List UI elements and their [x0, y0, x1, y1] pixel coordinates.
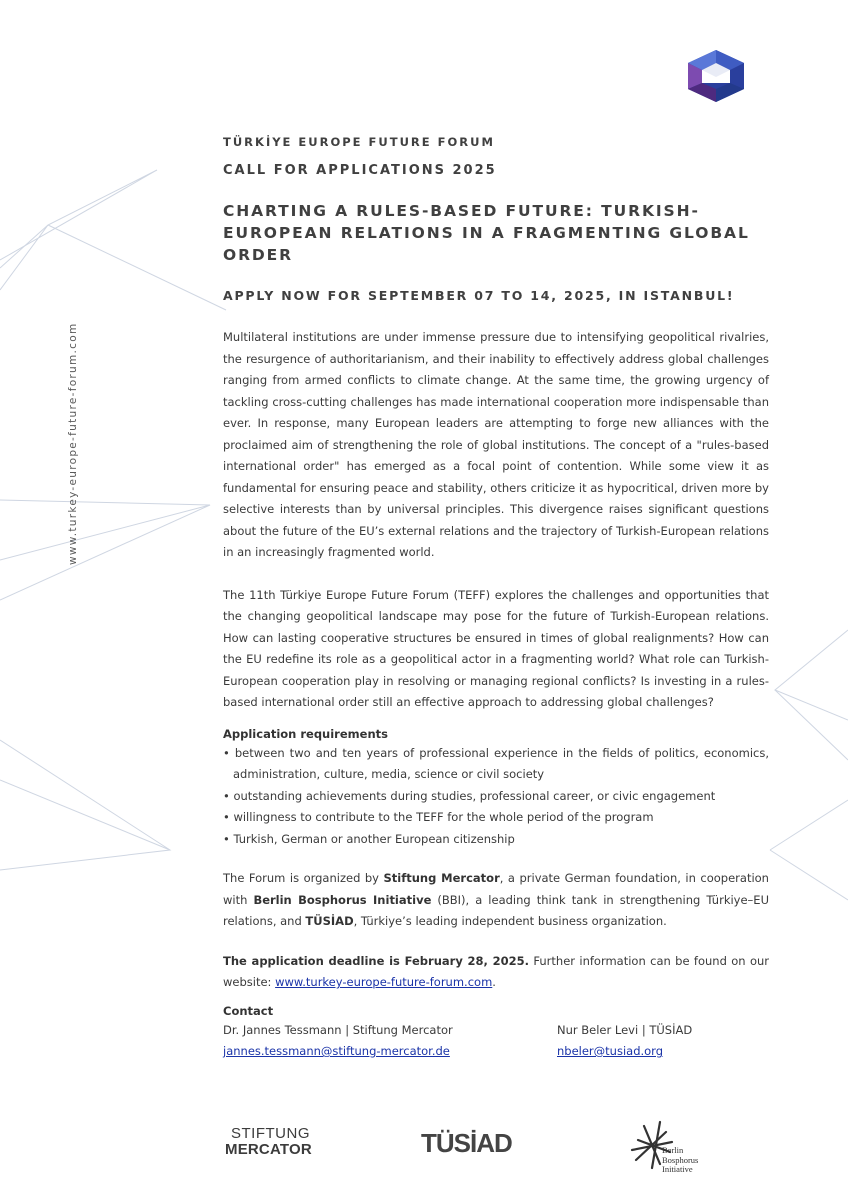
contact-left-email[interactable]: jannes.tessmann@stiftung-mercator.de: [223, 1044, 450, 1058]
requirements-list: [223, 743, 769, 851]
contact-right-email[interactable]: nbeler@tusiad.org: [557, 1044, 664, 1058]
bullet: •: [223, 788, 230, 803]
organizers-text: , a private German foundation, in cooperation with: [223, 871, 769, 907]
deadline-end: .: [492, 975, 496, 989]
bullet: •: [223, 810, 230, 824]
sm-line2: MERCATOR: [225, 1141, 312, 1158]
list-item: [223, 807, 769, 829]
bbi-line3: Initiative: [662, 1164, 693, 1174]
stiftung-mercator-logo: [225, 1126, 312, 1158]
bullet: •: [223, 745, 230, 760]
side-website-url: www.turkey-europe-future-forum.com: [67, 322, 79, 565]
contact-right: [557, 1020, 692, 1063]
org-stiftung-mercator: Stiftung Mercator: [383, 871, 500, 885]
organizers-text: The Forum is organized by: [223, 871, 384, 885]
organizers-text: (BBI), a leading think tank in strengthening Türkiye–EU relations, and: [223, 892, 769, 928]
deadline-paragraph: [223, 951, 769, 994]
contact-right-name: Nur Beler Levi | TÜSİAD: [557, 1022, 693, 1037]
deadline-rest: Further information can be found on our website:: [223, 953, 770, 989]
org-berlin-bosphorus: Berlin Bosphorus Initiative: [253, 892, 432, 907]
tusiad-logo: TÜSİAD: [421, 1128, 512, 1158]
bbi-logo-text: [662, 1146, 710, 1175]
sm-line1: STIFTUNG: [231, 1125, 310, 1142]
list-item: [223, 743, 769, 786]
contact-left: [223, 1020, 453, 1063]
bullet: •: [223, 831, 230, 846]
main-content: [223, 135, 769, 1066]
forum-name: TÜRKİYE EUROPE FUTURE FORUM: [223, 135, 495, 149]
headline: CHARTING A RULES-BASED FUTURE: TURKISH-EUROPEAN RELATIONS IN A FRAGMENTING GLOBAL ORDER: [223, 202, 750, 264]
org-tusiad: TÜSİAD: [305, 914, 354, 928]
list-item: [223, 786, 769, 808]
requirement-text: Turkish, German or another European citizenship: [233, 831, 515, 846]
requirement-text: between two and ten years of professional experience in the fields of politics, economics, administration, culture, media, science or civil society: [233, 745, 769, 781]
contact-title: Contact: [223, 1003, 274, 1018]
website-link[interactable]: www.turkey-europe-future-forum.com: [275, 975, 493, 989]
contact-left-name: Dr. Jannes Tessmann | Stiftung Mercator: [223, 1022, 453, 1037]
organizers-paragraph: [223, 868, 769, 933]
bbi-line2: Bosphorus: [662, 1154, 699, 1165]
call-title: CALL FOR APPLICATIONS 2025: [223, 163, 497, 178]
list-item: [223, 829, 769, 851]
forum-paragraph: The 11th Türkiye Europe Future Forum (TEFF) explores the challenges and opportunities that the changing geopolitical landscape may pose for the future of Turkish-European relations. How can lasting cooperative structures be ensured in times of global realignments? How can the EU redefine its role as a geopolitical actor in a fragmenting world? What role can Turkish-European cooperation play in resolving or managing regional conflicts? Is investing in a rules-based international order still an effective approach to addressing global challenges?: [223, 587, 769, 709]
requirements-title: Application requirements: [223, 726, 388, 741]
forum-logo: [686, 50, 746, 102]
deadline-text: The application deadline is February 28, 2025.: [223, 953, 530, 968]
contacts: [223, 1020, 769, 1066]
organizers-text: , Türkiye’s leading independent business organization.: [353, 914, 667, 928]
partner-logos: [0, 1120, 848, 1190]
requirement-text: willingness to contribute to the TEFF for the whole period of the program: [233, 810, 654, 824]
intro-paragraph: Multilateral institutions are under immense pressure due to intensifying geopolitical rivalries, the resurgence of authoritarianism, and their inability to effectively address global challenges ranging from armed conflicts to climate change. At the same time, the growing urgency of tackling cross-cutting challenges has made international cooperation more indispensable than ever. In response, many European leaders are attempting to forge new alliances with the proclaimed aim of strengthening the role of global institutions. The concept of a "rules-based international order" has emerged as a focal point of contention. While some view it as fundamental for ensuring peace and stability, others criticize it as hypocritical, driven more by selective interests than by universal principles. This divergence raises significant questions about the future of the EU’s external relations and the trajectory of Turkish-European relations in an increasingly fragmented world.: [223, 330, 769, 559]
apply-line: APPLY NOW FOR SEPTEMBER 07 TO 14, 2025, IN ISTANBUL!: [223, 288, 735, 303]
requirement-text: outstanding achievements during studies, professional career, or civic engagement: [233, 788, 716, 803]
bbi-line1: Berlin: [662, 1145, 684, 1155]
